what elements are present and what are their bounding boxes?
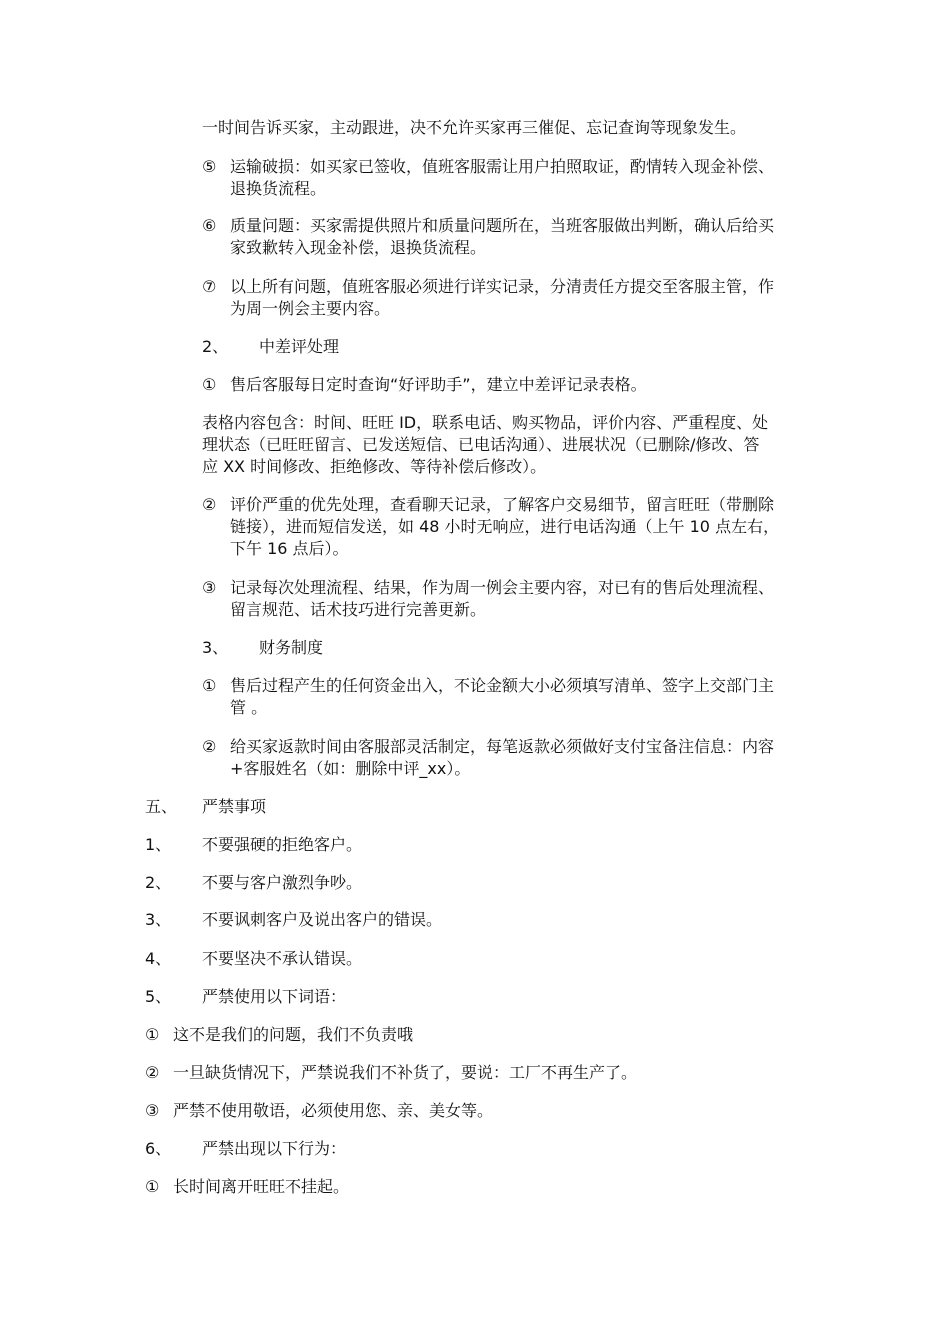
item-marker: ① [145,1025,160,1044]
item-marker: ⑦ [202,277,217,296]
item-text: 不要强硬的拒绝客户。 [202,835,363,854]
intro-line: 一时间告诉买家，主动跟进，决不允许买家再三催促、忘记查询等现象发生。 [202,118,747,137]
item-marker: ② [202,495,217,514]
item-marker: ⑥ [202,216,217,235]
item-marker: ⑤ [202,157,217,176]
item-text: 售后过程产生的任何资金出入，不论金额大小必须填写清单、签字上交部门主 管 。 [230,676,775,717]
item-text: 长时间离开旺旺不挂起。 [173,1177,350,1196]
item-number: 6、 [145,1139,172,1158]
item-marker: ③ [202,578,217,597]
item-text: 给买家返款时间由客服部灵活制定，每笔返款必须做好支付宝备注信息：内容 +客服姓名（如：删除中评_xx）。 [230,737,775,778]
item-text: 严禁出现以下行为： [202,1139,347,1158]
item-text: 评价严重的优先处理，查看聊天记录，了解客户交易细节，留言旺旺（带删除 链接），进而短信发送，如 48 小时无响应，进行电话沟通（上午 10 点左右， 下午 16 点后）。 [230,495,780,558]
item-text: 一旦缺货情况下，严禁说我们不补货了，要说：工厂不再生产了。 [173,1063,638,1082]
table-content-paragraph: 表格内容包含：时间、旺旺 ID，联系电话、购买物品，评价内容、严重程度、处 理状态（已旺旺留言、已发送短信、已电话沟通）、进展状况（已删除/修改、答 应 XX 时间修改、拒绝修改、等待补偿后修改）。 [202,413,769,476]
item-number: 4、 [145,949,172,968]
item-marker: ① [202,676,217,695]
heading-number: 五、 [145,797,178,816]
item-number: 1、 [145,835,172,854]
heading-title: 财务制度 [259,638,324,657]
item-text: 售后客服每日定时查询“好评助手”，建立中差评记录表格。 [230,375,647,394]
item-text: 严禁使用以下词语： [202,987,347,1006]
item-text: 这不是我们的问题，我们不负责哦 [173,1025,414,1044]
item-number: 5、 [145,987,172,1006]
item-text: 以上所有问题，值班客服必须进行详实记录，分清责任方提交至客服主管，作 为周一例会主要内容。 [230,277,775,318]
item-text: 不要讽刺客户及说出客户的错误。 [202,910,443,929]
item-text: 不要坚决不承认错误。 [202,949,363,968]
heading-number: 3、 [202,638,229,657]
item-number: 2、 [145,873,172,892]
item-marker: ① [145,1177,160,1196]
item-text: 质量问题：买家需提供照片和质量问题所在，当班客服做出判断，确认后给买 家致歉转入现金补偿，退换货流程。 [230,216,775,257]
item-text: 记录每次处理流程、结果，作为周一例会主要内容，对已有的售后处理流程、 留言规范、话术技巧进行完善更新。 [230,578,775,619]
item-text: 运输破损：如买家已签收，值班客服需让用户拍照取证，酌情转入现金补偿、 退换货流程。 [230,157,775,198]
item-text: 严禁不使用敬语，必须使用您、亲、美女等。 [173,1101,494,1120]
heading-title: 严禁事项 [202,797,267,816]
item-marker: ② [145,1063,160,1082]
item-marker: ③ [145,1101,160,1120]
item-marker: ② [202,737,217,756]
item-number: 3、 [145,910,172,929]
heading-number: 2、 [202,337,229,356]
heading-title: 中差评处理 [259,337,340,356]
item-marker: ① [202,375,217,394]
item-text: 不要与客户激烈争吵。 [202,873,363,892]
